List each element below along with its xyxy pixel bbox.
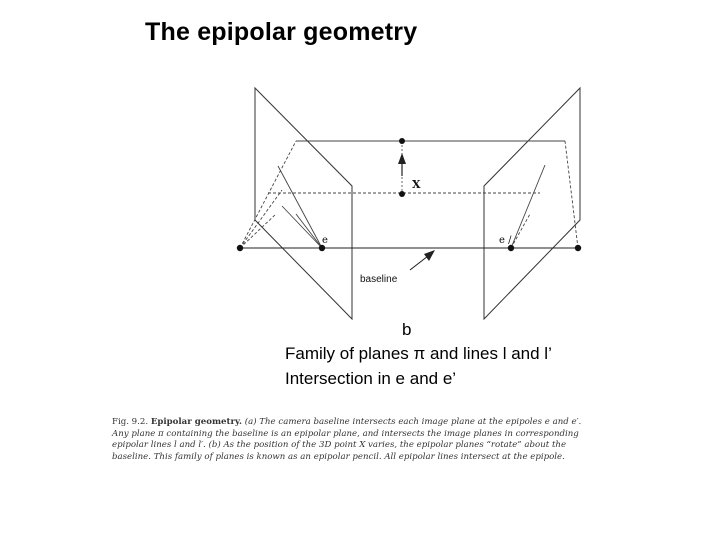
baseline-arrow-head	[424, 250, 435, 261]
ray-right-1	[565, 141, 578, 248]
baseline-arrow-shaft	[410, 256, 428, 270]
label-e: e	[322, 235, 328, 246]
ray-left-3	[240, 214, 276, 248]
point-x-upper	[399, 138, 405, 144]
left-camera-center	[237, 245, 243, 251]
label-x: X	[412, 178, 421, 191]
ray-left-1	[240, 141, 296, 248]
caption-fig-number: Fig. 9.2.	[112, 417, 149, 427]
right-image-plane	[484, 88, 580, 319]
epipolar-line-right	[511, 165, 545, 248]
epipolar-line-right-2	[511, 214, 530, 248]
ray-left-2	[240, 190, 282, 248]
description-line-1: Family of planes π and lines l and l’	[285, 344, 552, 363]
label-e-prime: e /	[499, 235, 512, 246]
description-line-2: Intersection in e and e’	[285, 369, 457, 388]
caption-text: (a) The camera baseline intersects each image plane at the epipoles e and e′. Any plane π containing the baseline is an epipolar plane, and intersects the image planes in corresponding epipolar lines l and l′. (b) As the position of the 3D point X varies, the epipolar planes “rotate” about the baseline. This family of planes is known as an epipolar pencil. All epipolar lines intersect at the epipole.	[112, 417, 582, 463]
epipolar-line-left-1	[278, 166, 322, 248]
plane-edge-left	[255, 88, 352, 186]
left-image-plane	[255, 88, 352, 319]
x-arrow-head	[398, 153, 406, 164]
figure-caption	[112, 417, 600, 464]
label-baseline: baseline	[360, 274, 398, 285]
point-x-lower	[399, 191, 405, 197]
right-camera-center	[575, 245, 581, 251]
epipolar-line-left-3	[296, 214, 322, 248]
epipolar-line-left-2	[282, 206, 322, 248]
subfigure-label: b	[402, 320, 412, 339]
caption-heading: Epipolar geometry.	[150, 417, 242, 427]
slide-title: The epipolar geometry	[145, 18, 418, 46]
